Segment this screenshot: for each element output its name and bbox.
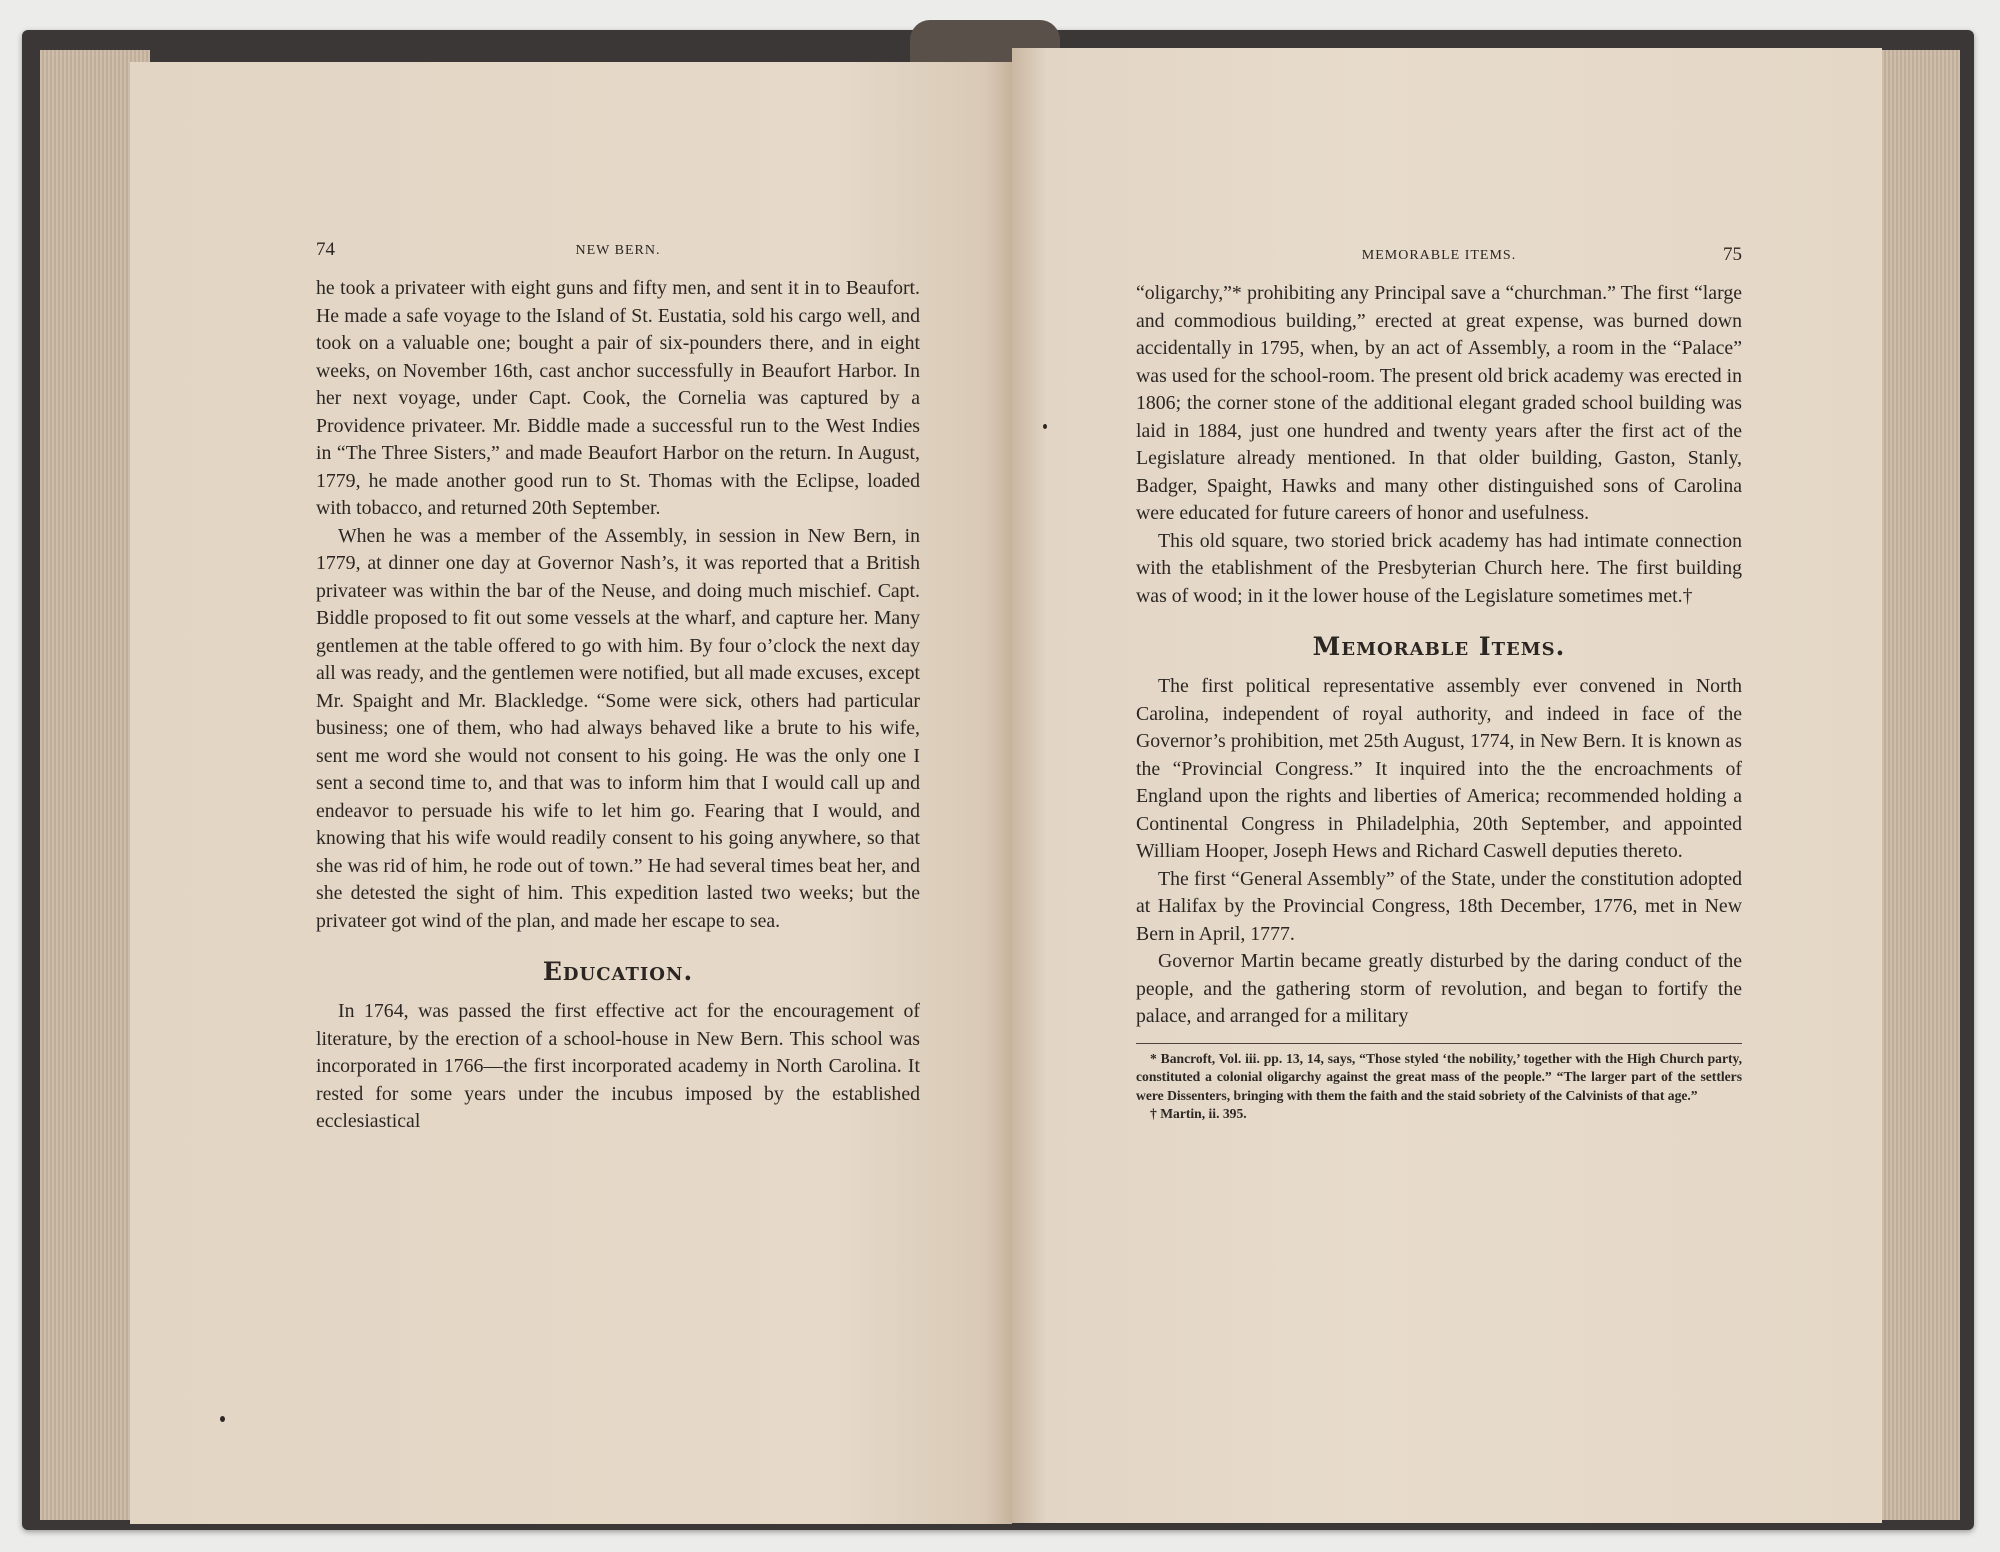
paragraph: he took a privateer with eight guns and fifty men, and sent it in to Beaufort. He made a safe voyage to the Island of St. Eustatia, sold his cargo well, and took on a valuable one; bought a pair of six-pounders there, and in eight weeks, on November 16th, cast anchor successfully in Beaufort Harbor. In her next voyage, under Capt. Cook, the Cornelia was captured by a Providence privateer. Mr. Biddle made a successful run to the West Indies in “The Three Sisters,” and made Beaufort Harbor on the return. In August, 1779, he made another good run to St. Thomas with the Eclipse, loaded with tobacco, and returned 20th September.	[316, 277, 920, 519]
paragraph: The first political representative assembly ever convened in North Carolina, independent of royal authority, and indeed in face of the Governor’s prohibition, met 25th August, 1774, in New Bern. It is known as the “Provincial Congress.” It inquired into the the encroachments of England upon the rights and liberties of America; recommended holding a Continental Congress in Philadelphia, 20th September, and appointed William Hooper, Joseph Hews and Richard Caswell deputies thereto.	[1136, 675, 1742, 862]
paragraph: “oligarchy,”* prohibiting any Principal save a “churchman.” The first “large and commodious building,” erected at great expense, was burned down accidentally in 1795, when, by an act of Assembly, a room in the “Palace” was used for the school-room. The present old brick academy was erected in 1806; the corner stone of the additional elegant graded school building was laid in 1884, just one hundred and twenty years after the first act of the Legislature already mentioned. In that older building, Gaston, Stanly, Badger, Spaight, Hawks and many other distinguished sons of Carolina were educated for future careers of honor and usefulness.	[1136, 282, 1742, 524]
footnote-rule	[1136, 1043, 1742, 1044]
page-number-right: 75	[1723, 244, 1742, 265]
paragraph: The first “General Assembly” of the State, under the constitution adopted at Halifax by the Provincial Congress, 18th December, 1776, met in New Bern in April, 1777.	[1136, 867, 1742, 945]
paragraph: When he was a member of the Assembly, in session in New Bern, in 1779, at dinner one day at Governor Nash’s, it was reported that a British privateer was within the bar of the Neuse, and doing much mischief. Capt. Biddle proposed to fit out some vessels at the wharf, and capture her. Many gentlemen at the table offered to go with him. By four o’clock the next day all was ready, and the gentlemen were notified, but all made excuses, except Mr. Spaight and Mr. Blackledge. “Some were sick, others had particular business; one of them, who had always behaved like a brute to his wife, sent me word she would not consent to his going. He was the only one I sent a second time to, and that was to inform him that I would call up and endeavor to persuade his wife to let him go. Fearing that I would, and knowing that his wife would readily consent to his going anywhere, so that she was rid of him, he rode out of town.” He had several times beat her, and she detested the sight of him. This expedition lasted two weeks; but the privateer got wind of the plan, and made her escape to sea.	[316, 524, 920, 932]
footnote: † Martin, ii. 395.	[1150, 1106, 1247, 1121]
right-running-title: MEMORABLE ITEMS.	[1361, 248, 1517, 263]
ink-speck	[1043, 424, 1047, 429]
left-running-head	[316, 239, 920, 275]
paragraph: Governor Martin became greatly disturbed by the daring conduct of the people, and the gathering storm of revolution, and began to fortify the palace, and arranged for a military	[1136, 950, 1742, 1027]
left-running-title: NEW BERN.	[575, 243, 661, 258]
footnote: * Bancroft, Vol. iii. pp. 13, 14, says, “Those styled ‘the nobility,’ together with the High Church party, constituted a colonial oligarchy against the great mass of the people.” “The larger part of the settlers were Dissenters, bringing with them the faith and the staid sobriety of the Calvinists of that age.”	[1136, 1050, 1742, 1103]
section-heading-education: Education.	[542, 957, 694, 986]
section-heading-memorable-items: Memorable Items.	[1312, 632, 1566, 661]
right-page-edges	[1870, 50, 1960, 1520]
page-number-left: 74	[316, 239, 335, 260]
paragraph: In 1764, was passed the first effective act for the encouragement of literature, by the erection of a school-house in New Bern. This school was incorporated in 1766—the first incorporated academy in North Carolina. It rested for some years under the incubus imposed by the established ecclesiastical	[316, 1000, 920, 1132]
ink-speck	[220, 1416, 225, 1422]
left-page-text	[316, 239, 920, 1136]
right-running-head	[1136, 244, 1742, 280]
paragraph: This old square, two storied brick academy has had intimate connection with the etablishment of the Presbyterian Church here. The first building was of wood; in it the lower house of the Legislature sometimes met.†	[1136, 529, 1742, 607]
right-page-text	[1136, 244, 1742, 1124]
